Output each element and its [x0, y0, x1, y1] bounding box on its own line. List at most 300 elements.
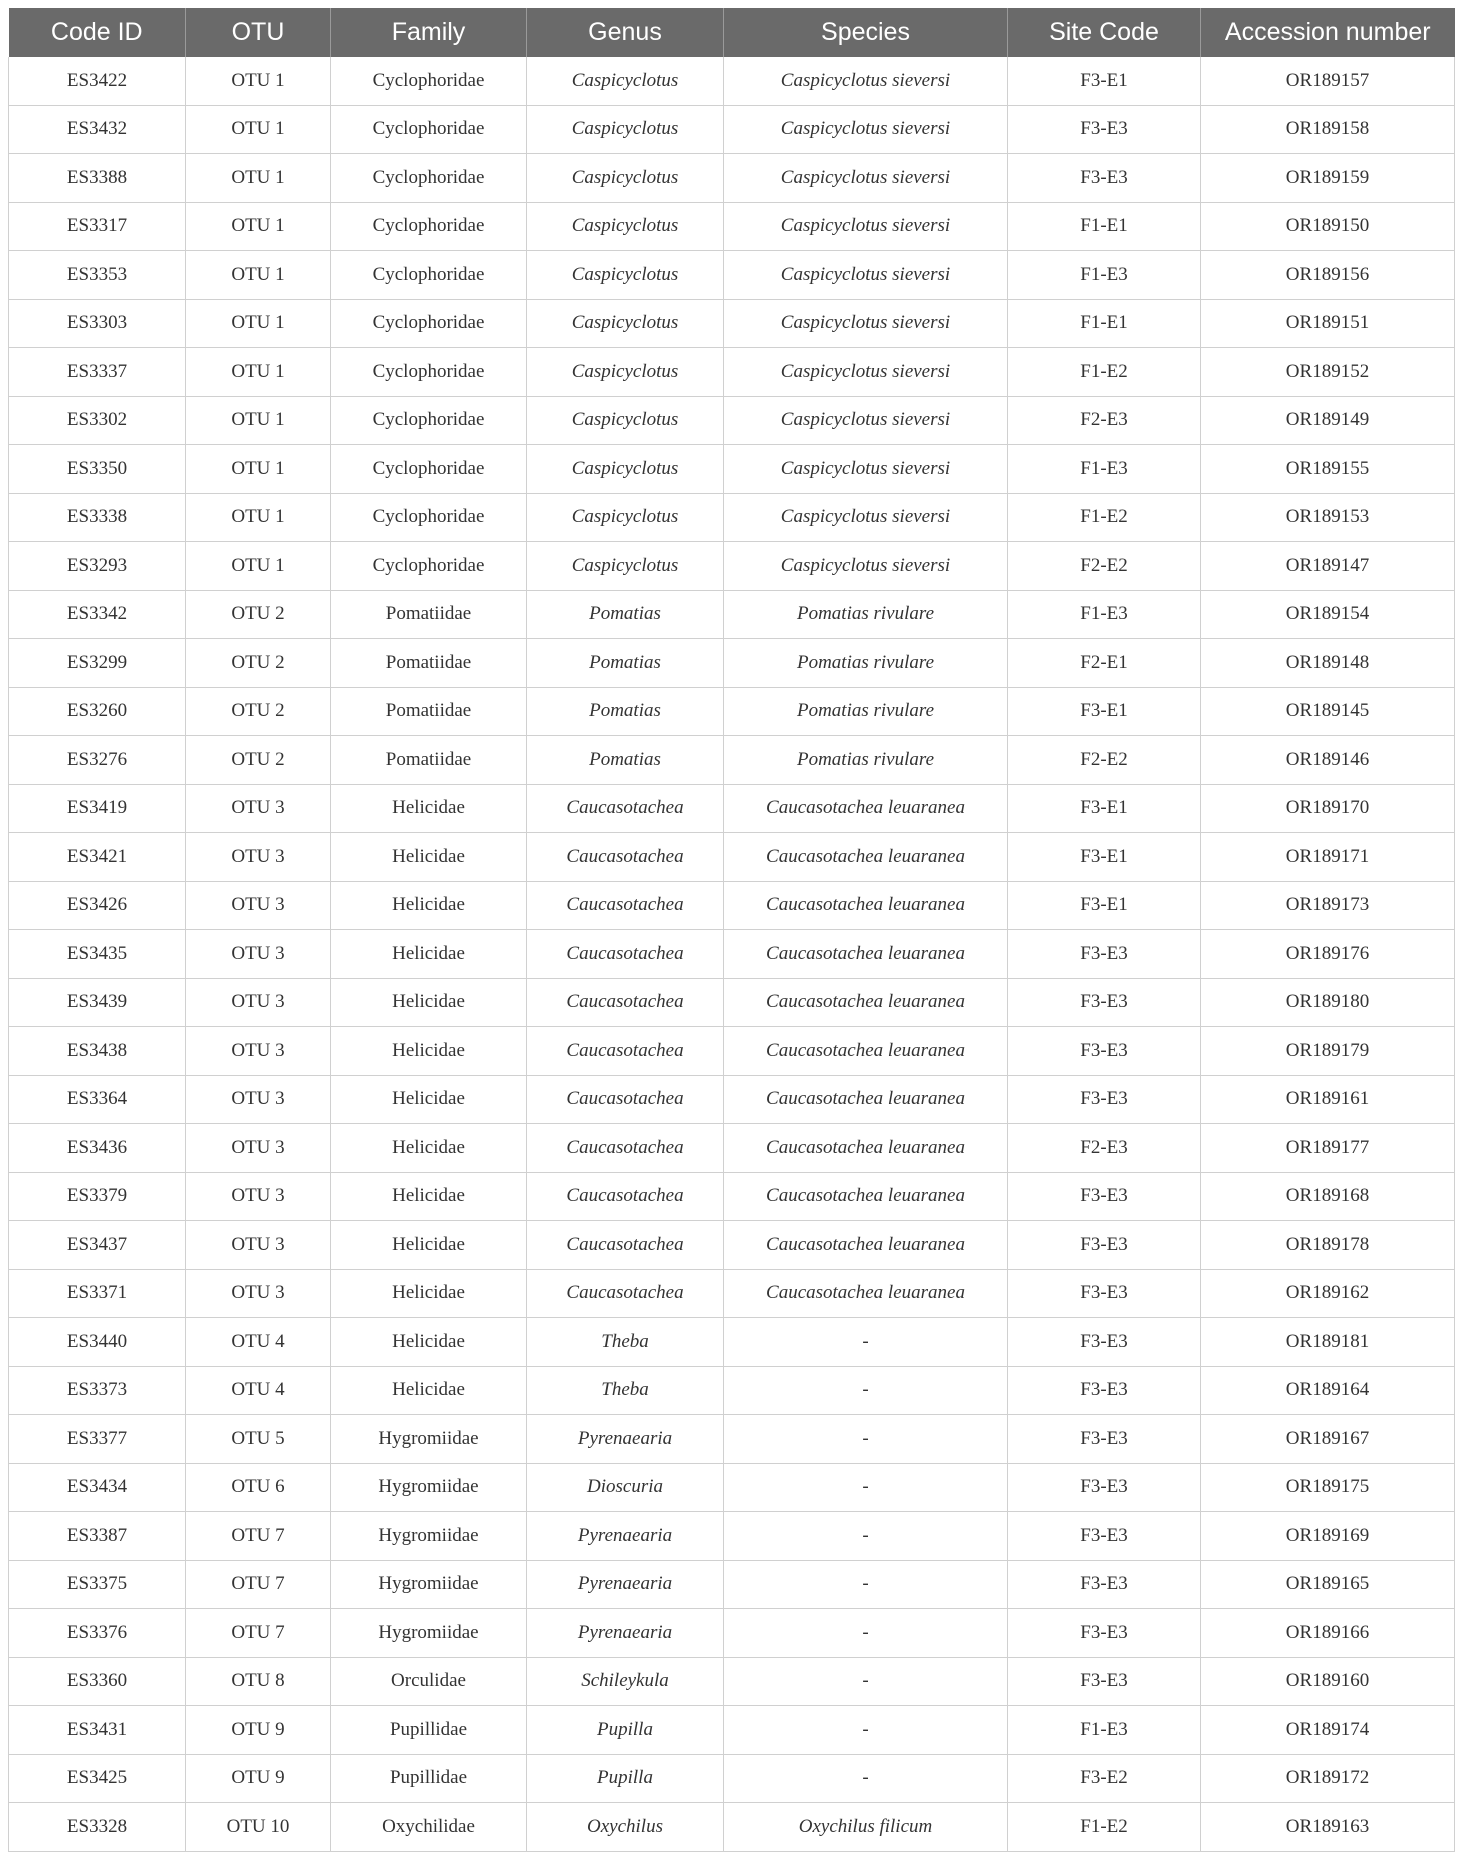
- cell-family: Hygromiidae: [331, 1463, 527, 1512]
- cell-accession-number: OR189166: [1201, 1609, 1455, 1658]
- cell-accession-number: OR189161: [1201, 1075, 1455, 1124]
- cell-genus: Pomatias: [527, 590, 724, 639]
- cell-code-id: ES3438: [9, 1027, 186, 1076]
- cell-accession-number: OR189150: [1201, 202, 1455, 251]
- cell-species: Pomatias rivulare: [724, 639, 1008, 688]
- cell-family: Pomatiidae: [331, 590, 527, 639]
- cell-species: Caucasotachea leuaranea: [724, 1269, 1008, 1318]
- table-row: [9, 930, 1455, 979]
- cell-genus: Caucasotachea: [527, 784, 724, 833]
- cell-species: Caucasotachea leuaranea: [724, 1124, 1008, 1173]
- cell-family: Cyclophoridae: [331, 251, 527, 300]
- table-row: [9, 687, 1455, 736]
- cell-site-code: F3-E3: [1008, 1318, 1201, 1367]
- table-row: [9, 881, 1455, 930]
- table-row: [9, 1221, 1455, 1270]
- cell-code-id: ES3432: [9, 105, 186, 154]
- cell-family: Hygromiidae: [331, 1415, 527, 1464]
- cell-site-code: F1-E2: [1008, 493, 1201, 542]
- cell-species: -: [724, 1318, 1008, 1367]
- cell-genus: Pomatias: [527, 639, 724, 688]
- cell-site-code: F3-E1: [1008, 833, 1201, 882]
- cell-accession-number: OR189153: [1201, 493, 1455, 542]
- cell-otu: OTU 2: [186, 590, 331, 639]
- cell-otu: OTU 3: [186, 784, 331, 833]
- cell-accession-number: OR189169: [1201, 1512, 1455, 1561]
- table-row: [9, 1512, 1455, 1561]
- cell-otu: OTU 4: [186, 1318, 331, 1367]
- table-row: [9, 784, 1455, 833]
- cell-species: -: [724, 1415, 1008, 1464]
- cell-species: Caspicyclotus sieversi: [724, 251, 1008, 300]
- cell-genus: Theba: [527, 1318, 724, 1367]
- cell-accession-number: OR189159: [1201, 154, 1455, 203]
- cell-genus: Theba: [527, 1366, 724, 1415]
- table-row: [9, 1124, 1455, 1173]
- cell-otu: OTU 1: [186, 348, 331, 397]
- cell-species: -: [724, 1657, 1008, 1706]
- cell-species: -: [724, 1366, 1008, 1415]
- cell-species: Caspicyclotus sieversi: [724, 542, 1008, 591]
- cell-genus: Caspicyclotus: [527, 542, 724, 591]
- cell-otu: OTU 7: [186, 1609, 331, 1658]
- cell-accession-number: OR189176: [1201, 930, 1455, 979]
- table-row: [9, 1754, 1455, 1803]
- cell-species: -: [724, 1512, 1008, 1561]
- cell-species: -: [724, 1609, 1008, 1658]
- cell-site-code: F1-E1: [1008, 202, 1201, 251]
- cell-species: Caucasotachea leuaranea: [724, 1027, 1008, 1076]
- table-row: [9, 1706, 1455, 1755]
- cell-family: Cyclophoridae: [331, 445, 527, 494]
- cell-code-id: ES3440: [9, 1318, 186, 1367]
- header-family: Family: [331, 8, 527, 57]
- table-row: [9, 1657, 1455, 1706]
- cell-otu: OTU 2: [186, 639, 331, 688]
- cell-site-code: F2-E3: [1008, 396, 1201, 445]
- cell-genus: Caspicyclotus: [527, 202, 724, 251]
- cell-family: Hygromiidae: [331, 1512, 527, 1561]
- header-code-id: Code ID: [9, 8, 186, 57]
- cell-family: Cyclophoridae: [331, 396, 527, 445]
- cell-species: Pomatias rivulare: [724, 687, 1008, 736]
- cell-family: Cyclophoridae: [331, 154, 527, 203]
- cell-code-id: ES3373: [9, 1366, 186, 1415]
- table-header: [9, 8, 1455, 57]
- table-row: [9, 542, 1455, 591]
- cell-species: Pomatias rivulare: [724, 590, 1008, 639]
- cell-genus: Caucasotachea: [527, 978, 724, 1027]
- cell-species: Caspicyclotus sieversi: [724, 299, 1008, 348]
- cell-family: Pomatiidae: [331, 639, 527, 688]
- cell-genus: Caspicyclotus: [527, 154, 724, 203]
- cell-site-code: F3-E3: [1008, 1415, 1201, 1464]
- cell-code-id: ES3377: [9, 1415, 186, 1464]
- cell-family: Pupillidae: [331, 1706, 527, 1755]
- cell-otu: OTU 3: [186, 1172, 331, 1221]
- cell-species: -: [724, 1560, 1008, 1609]
- cell-code-id: ES3364: [9, 1075, 186, 1124]
- cell-family: Orculidae: [331, 1657, 527, 1706]
- cell-genus: Caspicyclotus: [527, 348, 724, 397]
- cell-otu: OTU 2: [186, 687, 331, 736]
- table-row: [9, 1803, 1455, 1852]
- table-row: [9, 833, 1455, 882]
- cell-otu: OTU 1: [186, 105, 331, 154]
- cell-family: Hygromiidae: [331, 1560, 527, 1609]
- cell-species: -: [724, 1706, 1008, 1755]
- table-row: [9, 493, 1455, 542]
- cell-accession-number: OR189146: [1201, 736, 1455, 785]
- cell-family: Helicidae: [331, 881, 527, 930]
- cell-species: Caucasotachea leuaranea: [724, 833, 1008, 882]
- cell-code-id: ES3387: [9, 1512, 186, 1561]
- cell-family: Cyclophoridae: [331, 493, 527, 542]
- table-row: [9, 639, 1455, 688]
- cell-family: Hygromiidae: [331, 1609, 527, 1658]
- cell-code-id: ES3434: [9, 1463, 186, 1512]
- cell-species: Caspicyclotus sieversi: [724, 202, 1008, 251]
- cell-code-id: ES3350: [9, 445, 186, 494]
- cell-family: Helicidae: [331, 1366, 527, 1415]
- cell-accession-number: OR189175: [1201, 1463, 1455, 1512]
- cell-site-code: F3-E3: [1008, 930, 1201, 979]
- table-row: [9, 1172, 1455, 1221]
- cell-family: Pomatiidae: [331, 687, 527, 736]
- cell-family: Helicidae: [331, 978, 527, 1027]
- cell-otu: OTU 3: [186, 1269, 331, 1318]
- table-row: [9, 154, 1455, 203]
- cell-genus: Caucasotachea: [527, 1075, 724, 1124]
- cell-accession-number: OR189162: [1201, 1269, 1455, 1318]
- cell-accession-number: OR189164: [1201, 1366, 1455, 1415]
- cell-species: Caucasotachea leuaranea: [724, 1221, 1008, 1270]
- cell-code-id: ES3360: [9, 1657, 186, 1706]
- cell-otu: OTU 1: [186, 202, 331, 251]
- cell-genus: Pyrenaearia: [527, 1609, 724, 1658]
- cell-site-code: F3-E1: [1008, 784, 1201, 833]
- cell-accession-number: OR189179: [1201, 1027, 1455, 1076]
- cell-otu: OTU 1: [186, 251, 331, 300]
- cell-genus: Pyrenaearia: [527, 1560, 724, 1609]
- cell-code-id: ES3353: [9, 251, 186, 300]
- cell-site-code: F3-E3: [1008, 1269, 1201, 1318]
- cell-otu: OTU 3: [186, 1075, 331, 1124]
- table-row: [9, 105, 1455, 154]
- cell-genus: Caspicyclotus: [527, 493, 724, 542]
- cell-accession-number: OR189167: [1201, 1415, 1455, 1464]
- cell-site-code: F3-E3: [1008, 1172, 1201, 1221]
- cell-code-id: ES3276: [9, 736, 186, 785]
- cell-code-id: ES3371: [9, 1269, 186, 1318]
- cell-site-code: F1-E1: [1008, 299, 1201, 348]
- table-row: [9, 736, 1455, 785]
- cell-accession-number: OR189181: [1201, 1318, 1455, 1367]
- cell-otu: OTU 4: [186, 1366, 331, 1415]
- cell-site-code: F2-E2: [1008, 542, 1201, 591]
- cell-accession-number: OR189178: [1201, 1221, 1455, 1270]
- cell-family: Helicidae: [331, 1269, 527, 1318]
- cell-species: Caspicyclotus sieversi: [724, 57, 1008, 105]
- cell-otu: OTU 9: [186, 1706, 331, 1755]
- cell-otu: OTU 3: [186, 1124, 331, 1173]
- table-row: [9, 1027, 1455, 1076]
- cell-site-code: F3-E3: [1008, 1366, 1201, 1415]
- cell-accession-number: OR189157: [1201, 57, 1455, 105]
- cell-accession-number: OR189180: [1201, 978, 1455, 1027]
- cell-genus: Caspicyclotus: [527, 105, 724, 154]
- cell-code-id: ES3376: [9, 1609, 186, 1658]
- cell-family: Cyclophoridae: [331, 202, 527, 251]
- cell-species: Caucasotachea leuaranea: [724, 784, 1008, 833]
- cell-code-id: ES3425: [9, 1754, 186, 1803]
- cell-otu: OTU 3: [186, 1221, 331, 1270]
- cell-accession-number: OR189172: [1201, 1754, 1455, 1803]
- cell-code-id: ES3439: [9, 978, 186, 1027]
- cell-otu: OTU 1: [186, 542, 331, 591]
- cell-species: Caucasotachea leuaranea: [724, 881, 1008, 930]
- cell-genus: Caucasotachea: [527, 1124, 724, 1173]
- table-row: [9, 1269, 1455, 1318]
- table-row: [9, 978, 1455, 1027]
- cell-family: Oxychilidae: [331, 1803, 527, 1852]
- cell-site-code: F3-E3: [1008, 1221, 1201, 1270]
- cell-species: Caspicyclotus sieversi: [724, 154, 1008, 203]
- table-row: [9, 1609, 1455, 1658]
- cell-accession-number: OR189160: [1201, 1657, 1455, 1706]
- cell-genus: Pyrenaearia: [527, 1512, 724, 1561]
- table-row: [9, 396, 1455, 445]
- cell-otu: OTU 1: [186, 493, 331, 542]
- table-row: [9, 202, 1455, 251]
- cell-otu: OTU 1: [186, 445, 331, 494]
- cell-site-code: F1-E3: [1008, 1706, 1201, 1755]
- cell-site-code: F2-E3: [1008, 1124, 1201, 1173]
- cell-family: Helicidae: [331, 833, 527, 882]
- cell-family: Helicidae: [331, 784, 527, 833]
- cell-otu: OTU 1: [186, 396, 331, 445]
- cell-site-code: F3-E3: [1008, 1657, 1201, 1706]
- cell-site-code: F3-E3: [1008, 1512, 1201, 1561]
- cell-site-code: F1-E3: [1008, 590, 1201, 639]
- cell-otu: OTU 3: [186, 881, 331, 930]
- cell-otu: OTU 1: [186, 154, 331, 203]
- table-row: [9, 1463, 1455, 1512]
- cell-accession-number: OR189154: [1201, 590, 1455, 639]
- cell-site-code: F3-E2: [1008, 1754, 1201, 1803]
- cell-family: Helicidae: [331, 1318, 527, 1367]
- cell-accession-number: OR189163: [1201, 1803, 1455, 1852]
- cell-otu: OTU 3: [186, 833, 331, 882]
- cell-genus: Caspicyclotus: [527, 57, 724, 105]
- cell-otu: OTU 3: [186, 978, 331, 1027]
- cell-otu: OTU 3: [186, 930, 331, 979]
- cell-site-code: F3-E3: [1008, 1027, 1201, 1076]
- cell-species: Caucasotachea leuaranea: [724, 930, 1008, 979]
- cell-genus: Schileykula: [527, 1657, 724, 1706]
- cell-accession-number: OR189158: [1201, 105, 1455, 154]
- cell-genus: Caspicyclotus: [527, 299, 724, 348]
- cell-accession-number: OR189148: [1201, 639, 1455, 688]
- cell-family: Helicidae: [331, 1027, 527, 1076]
- cell-genus: Pyrenaearia: [527, 1415, 724, 1464]
- cell-site-code: F3-E3: [1008, 154, 1201, 203]
- cell-family: Helicidae: [331, 1221, 527, 1270]
- cell-code-id: ES3338: [9, 493, 186, 542]
- cell-site-code: F3-E3: [1008, 105, 1201, 154]
- cell-otu: OTU 6: [186, 1463, 331, 1512]
- cell-family: Cyclophoridae: [331, 299, 527, 348]
- table-row: [9, 1366, 1455, 1415]
- cell-site-code: F2-E2: [1008, 736, 1201, 785]
- cell-code-id: ES3422: [9, 57, 186, 105]
- cell-genus: Caucasotachea: [527, 1027, 724, 1076]
- cell-code-id: ES3299: [9, 639, 186, 688]
- cell-code-id: ES3431: [9, 1706, 186, 1755]
- cell-otu: OTU 7: [186, 1512, 331, 1561]
- cell-site-code: F1-E3: [1008, 251, 1201, 300]
- cell-species: Caspicyclotus sieversi: [724, 493, 1008, 542]
- cell-code-id: ES3293: [9, 542, 186, 591]
- cell-family: Pupillidae: [331, 1754, 527, 1803]
- table-row: [9, 445, 1455, 494]
- cell-code-id: ES3328: [9, 1803, 186, 1852]
- header-row: [9, 8, 1455, 57]
- cell-otu: OTU 2: [186, 736, 331, 785]
- cell-family: Helicidae: [331, 1172, 527, 1221]
- cell-code-id: ES3436: [9, 1124, 186, 1173]
- cell-code-id: ES3421: [9, 833, 186, 882]
- cell-otu: OTU 1: [186, 57, 331, 105]
- cell-otu: OTU 9: [186, 1754, 331, 1803]
- cell-family: Pomatiidae: [331, 736, 527, 785]
- data-table-container: [8, 8, 1454, 1852]
- cell-species: Caspicyclotus sieversi: [724, 396, 1008, 445]
- cell-code-id: ES3419: [9, 784, 186, 833]
- cell-species: Caspicyclotus sieversi: [724, 105, 1008, 154]
- cell-code-id: ES3342: [9, 590, 186, 639]
- cell-genus: Caucasotachea: [527, 833, 724, 882]
- cell-family: Helicidae: [331, 1075, 527, 1124]
- cell-accession-number: OR189145: [1201, 687, 1455, 736]
- cell-family: Helicidae: [331, 1124, 527, 1173]
- cell-genus: Caucasotachea: [527, 881, 724, 930]
- cell-site-code: F3-E1: [1008, 687, 1201, 736]
- table-row: [9, 1318, 1455, 1367]
- cell-site-code: F3-E3: [1008, 978, 1201, 1027]
- cell-site-code: F3-E3: [1008, 1075, 1201, 1124]
- cell-genus: Caspicyclotus: [527, 396, 724, 445]
- cell-code-id: ES3302: [9, 396, 186, 445]
- cell-genus: Caspicyclotus: [527, 445, 724, 494]
- table-row: [9, 1075, 1455, 1124]
- cell-species: Caucasotachea leuaranea: [724, 978, 1008, 1027]
- cell-site-code: F3-E1: [1008, 881, 1201, 930]
- cell-species: -: [724, 1754, 1008, 1803]
- cell-code-id: ES3437: [9, 1221, 186, 1270]
- cell-family: Cyclophoridae: [331, 542, 527, 591]
- cell-site-code: F3-E1: [1008, 57, 1201, 105]
- cell-site-code: F3-E3: [1008, 1609, 1201, 1658]
- table-row: [9, 1415, 1455, 1464]
- cell-family: Helicidae: [331, 930, 527, 979]
- cell-species: -: [724, 1463, 1008, 1512]
- cell-accession-number: OR189177: [1201, 1124, 1455, 1173]
- cell-site-code: F1-E2: [1008, 348, 1201, 397]
- cell-accession-number: OR189165: [1201, 1560, 1455, 1609]
- cell-accession-number: OR189170: [1201, 784, 1455, 833]
- cell-site-code: F1-E2: [1008, 1803, 1201, 1852]
- cell-code-id: ES3379: [9, 1172, 186, 1221]
- cell-site-code: F1-E3: [1008, 445, 1201, 494]
- cell-code-id: ES3337: [9, 348, 186, 397]
- cell-species: Caspicyclotus sieversi: [724, 348, 1008, 397]
- cell-code-id: ES3375: [9, 1560, 186, 1609]
- table-body: [9, 57, 1455, 1851]
- cell-code-id: ES3426: [9, 881, 186, 930]
- table-row: [9, 251, 1455, 300]
- cell-family: Cyclophoridae: [331, 348, 527, 397]
- cell-species: Caucasotachea leuaranea: [724, 1075, 1008, 1124]
- cell-accession-number: OR189147: [1201, 542, 1455, 591]
- cell-accession-number: OR189168: [1201, 1172, 1455, 1221]
- cell-genus: Pupilla: [527, 1754, 724, 1803]
- cell-accession-number: OR189174: [1201, 1706, 1455, 1755]
- cell-accession-number: OR189152: [1201, 348, 1455, 397]
- cell-species: Caspicyclotus sieversi: [724, 445, 1008, 494]
- cell-species: Oxychilus filicum: [724, 1803, 1008, 1852]
- cell-accession-number: OR189171: [1201, 833, 1455, 882]
- table-row: [9, 299, 1455, 348]
- otu-accession-table: [8, 8, 1455, 1852]
- cell-accession-number: OR189156: [1201, 251, 1455, 300]
- header-species: Species: [724, 8, 1008, 57]
- cell-genus: Caucasotachea: [527, 930, 724, 979]
- cell-site-code: F3-E3: [1008, 1560, 1201, 1609]
- cell-genus: Caucasotachea: [527, 1269, 724, 1318]
- cell-accession-number: OR189155: [1201, 445, 1455, 494]
- table-row: [9, 1560, 1455, 1609]
- cell-genus: Dioscuria: [527, 1463, 724, 1512]
- cell-genus: Caucasotachea: [527, 1172, 724, 1221]
- cell-accession-number: OR189173: [1201, 881, 1455, 930]
- cell-genus: Pomatias: [527, 736, 724, 785]
- cell-accession-number: OR189151: [1201, 299, 1455, 348]
- cell-family: Cyclophoridae: [331, 105, 527, 154]
- cell-site-code: F2-E1: [1008, 639, 1201, 688]
- cell-family: Cyclophoridae: [331, 57, 527, 105]
- cell-code-id: ES3435: [9, 930, 186, 979]
- table-row: [9, 57, 1455, 105]
- cell-otu: OTU 8: [186, 1657, 331, 1706]
- header-site-code: Site Code: [1008, 8, 1201, 57]
- cell-genus: Oxychilus: [527, 1803, 724, 1852]
- cell-genus: Caspicyclotus: [527, 251, 724, 300]
- cell-otu: OTU 7: [186, 1560, 331, 1609]
- cell-otu: OTU 1: [186, 299, 331, 348]
- header-genus: Genus: [527, 8, 724, 57]
- cell-genus: Pomatias: [527, 687, 724, 736]
- cell-species: Caucasotachea leuaranea: [724, 1172, 1008, 1221]
- cell-site-code: F3-E3: [1008, 1463, 1201, 1512]
- cell-accession-number: OR189149: [1201, 396, 1455, 445]
- header-otu: OTU: [186, 8, 331, 57]
- cell-species: Pomatias rivulare: [724, 736, 1008, 785]
- cell-code-id: ES3260: [9, 687, 186, 736]
- cell-code-id: ES3317: [9, 202, 186, 251]
- cell-otu: OTU 10: [186, 1803, 331, 1852]
- table-row: [9, 590, 1455, 639]
